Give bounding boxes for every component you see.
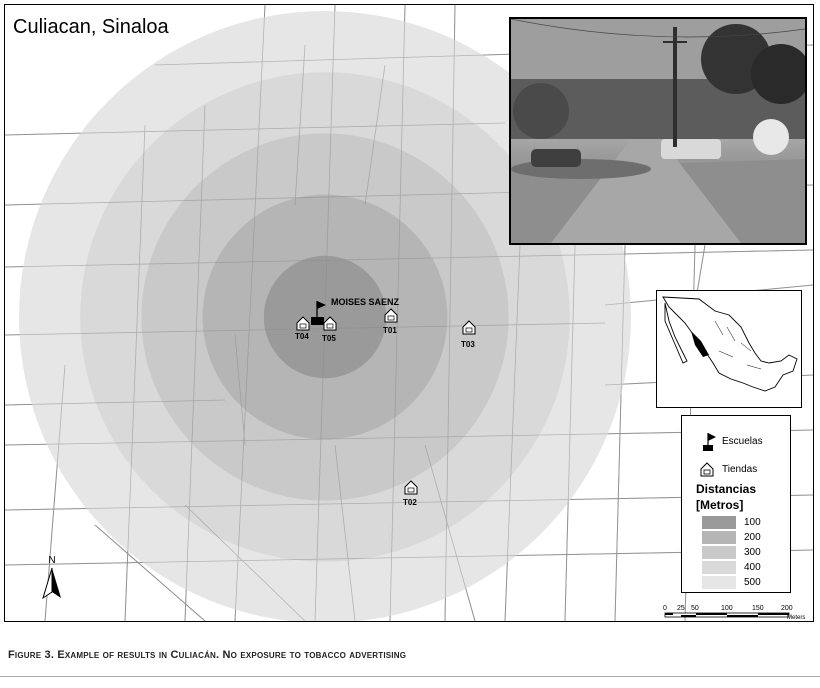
- street-photo-illustration: [511, 19, 805, 243]
- north-arrow-icon: [41, 566, 63, 602]
- scale-tick-50: 50: [691, 605, 699, 612]
- store-label: T03: [461, 340, 475, 349]
- store-label: T01: [383, 326, 397, 335]
- legend-distance-300: [682, 546, 761, 559]
- legend-distance-100: [682, 516, 761, 529]
- street-photo: [509, 17, 807, 245]
- legend-stores: [682, 460, 757, 478]
- legend-distance-500: [682, 576, 761, 589]
- legend-swatch-500: [702, 576, 736, 589]
- legend-swatch-100: [702, 516, 736, 529]
- school-flag-icon: [682, 430, 722, 452]
- store-label: T02: [403, 498, 417, 507]
- legend-distance-label-100: 100: [744, 517, 761, 528]
- store-label: T05: [322, 334, 336, 343]
- caption-divider: [0, 676, 820, 677]
- school-flag-icon: [311, 317, 324, 325]
- legend-distances-title-line2: [Metros]: [696, 497, 744, 512]
- map-frame: [4, 4, 814, 622]
- legend-swatch-400: [702, 561, 736, 574]
- scale-bar: [663, 605, 805, 621]
- figure-caption: Figure 3. Example of results in Culiacán. No exposure to tobacco advertising: [8, 649, 407, 661]
- legend-distance-400: [682, 561, 761, 574]
- legend-distance-label-500: 500: [744, 577, 761, 588]
- legend-stores-label: Tiendas: [722, 463, 758, 475]
- store-icon: [682, 460, 722, 478]
- mexico-locator-inset: [656, 290, 802, 408]
- legend-swatch-300: [702, 546, 736, 559]
- scale-tick-200: 200: [781, 605, 793, 612]
- legend-distance-label-200: 200: [744, 532, 761, 543]
- scale-unit: Meters: [787, 615, 806, 621]
- mexico-outline: [657, 291, 801, 407]
- scale-tick-150: 150: [752, 605, 764, 612]
- map-legend: [681, 415, 791, 593]
- legend-distance-label-400: 400: [744, 562, 761, 573]
- legend-swatch-200: [702, 531, 736, 544]
- north-label: N: [48, 555, 56, 566]
- legend-distances-title: [696, 482, 756, 513]
- legend-distances-title-line1: Distancias: [696, 482, 757, 496]
- north-arrow: [41, 555, 63, 605]
- legend-schools: [682, 430, 763, 452]
- legend-distance-label-300: 300: [744, 547, 761, 558]
- store-label: T04: [295, 332, 309, 341]
- legend-schools-label: Escuelas: [722, 435, 763, 447]
- scale-tick-25: 25: [677, 605, 685, 612]
- scale-tick-100: 100: [721, 605, 733, 612]
- legend-distance-200: [682, 531, 761, 544]
- map-title: Culiacan, Sinaloa: [13, 16, 169, 38]
- scale-tick-0: 0: [663, 605, 667, 612]
- school-label: MOISES SAENZ: [331, 297, 400, 307]
